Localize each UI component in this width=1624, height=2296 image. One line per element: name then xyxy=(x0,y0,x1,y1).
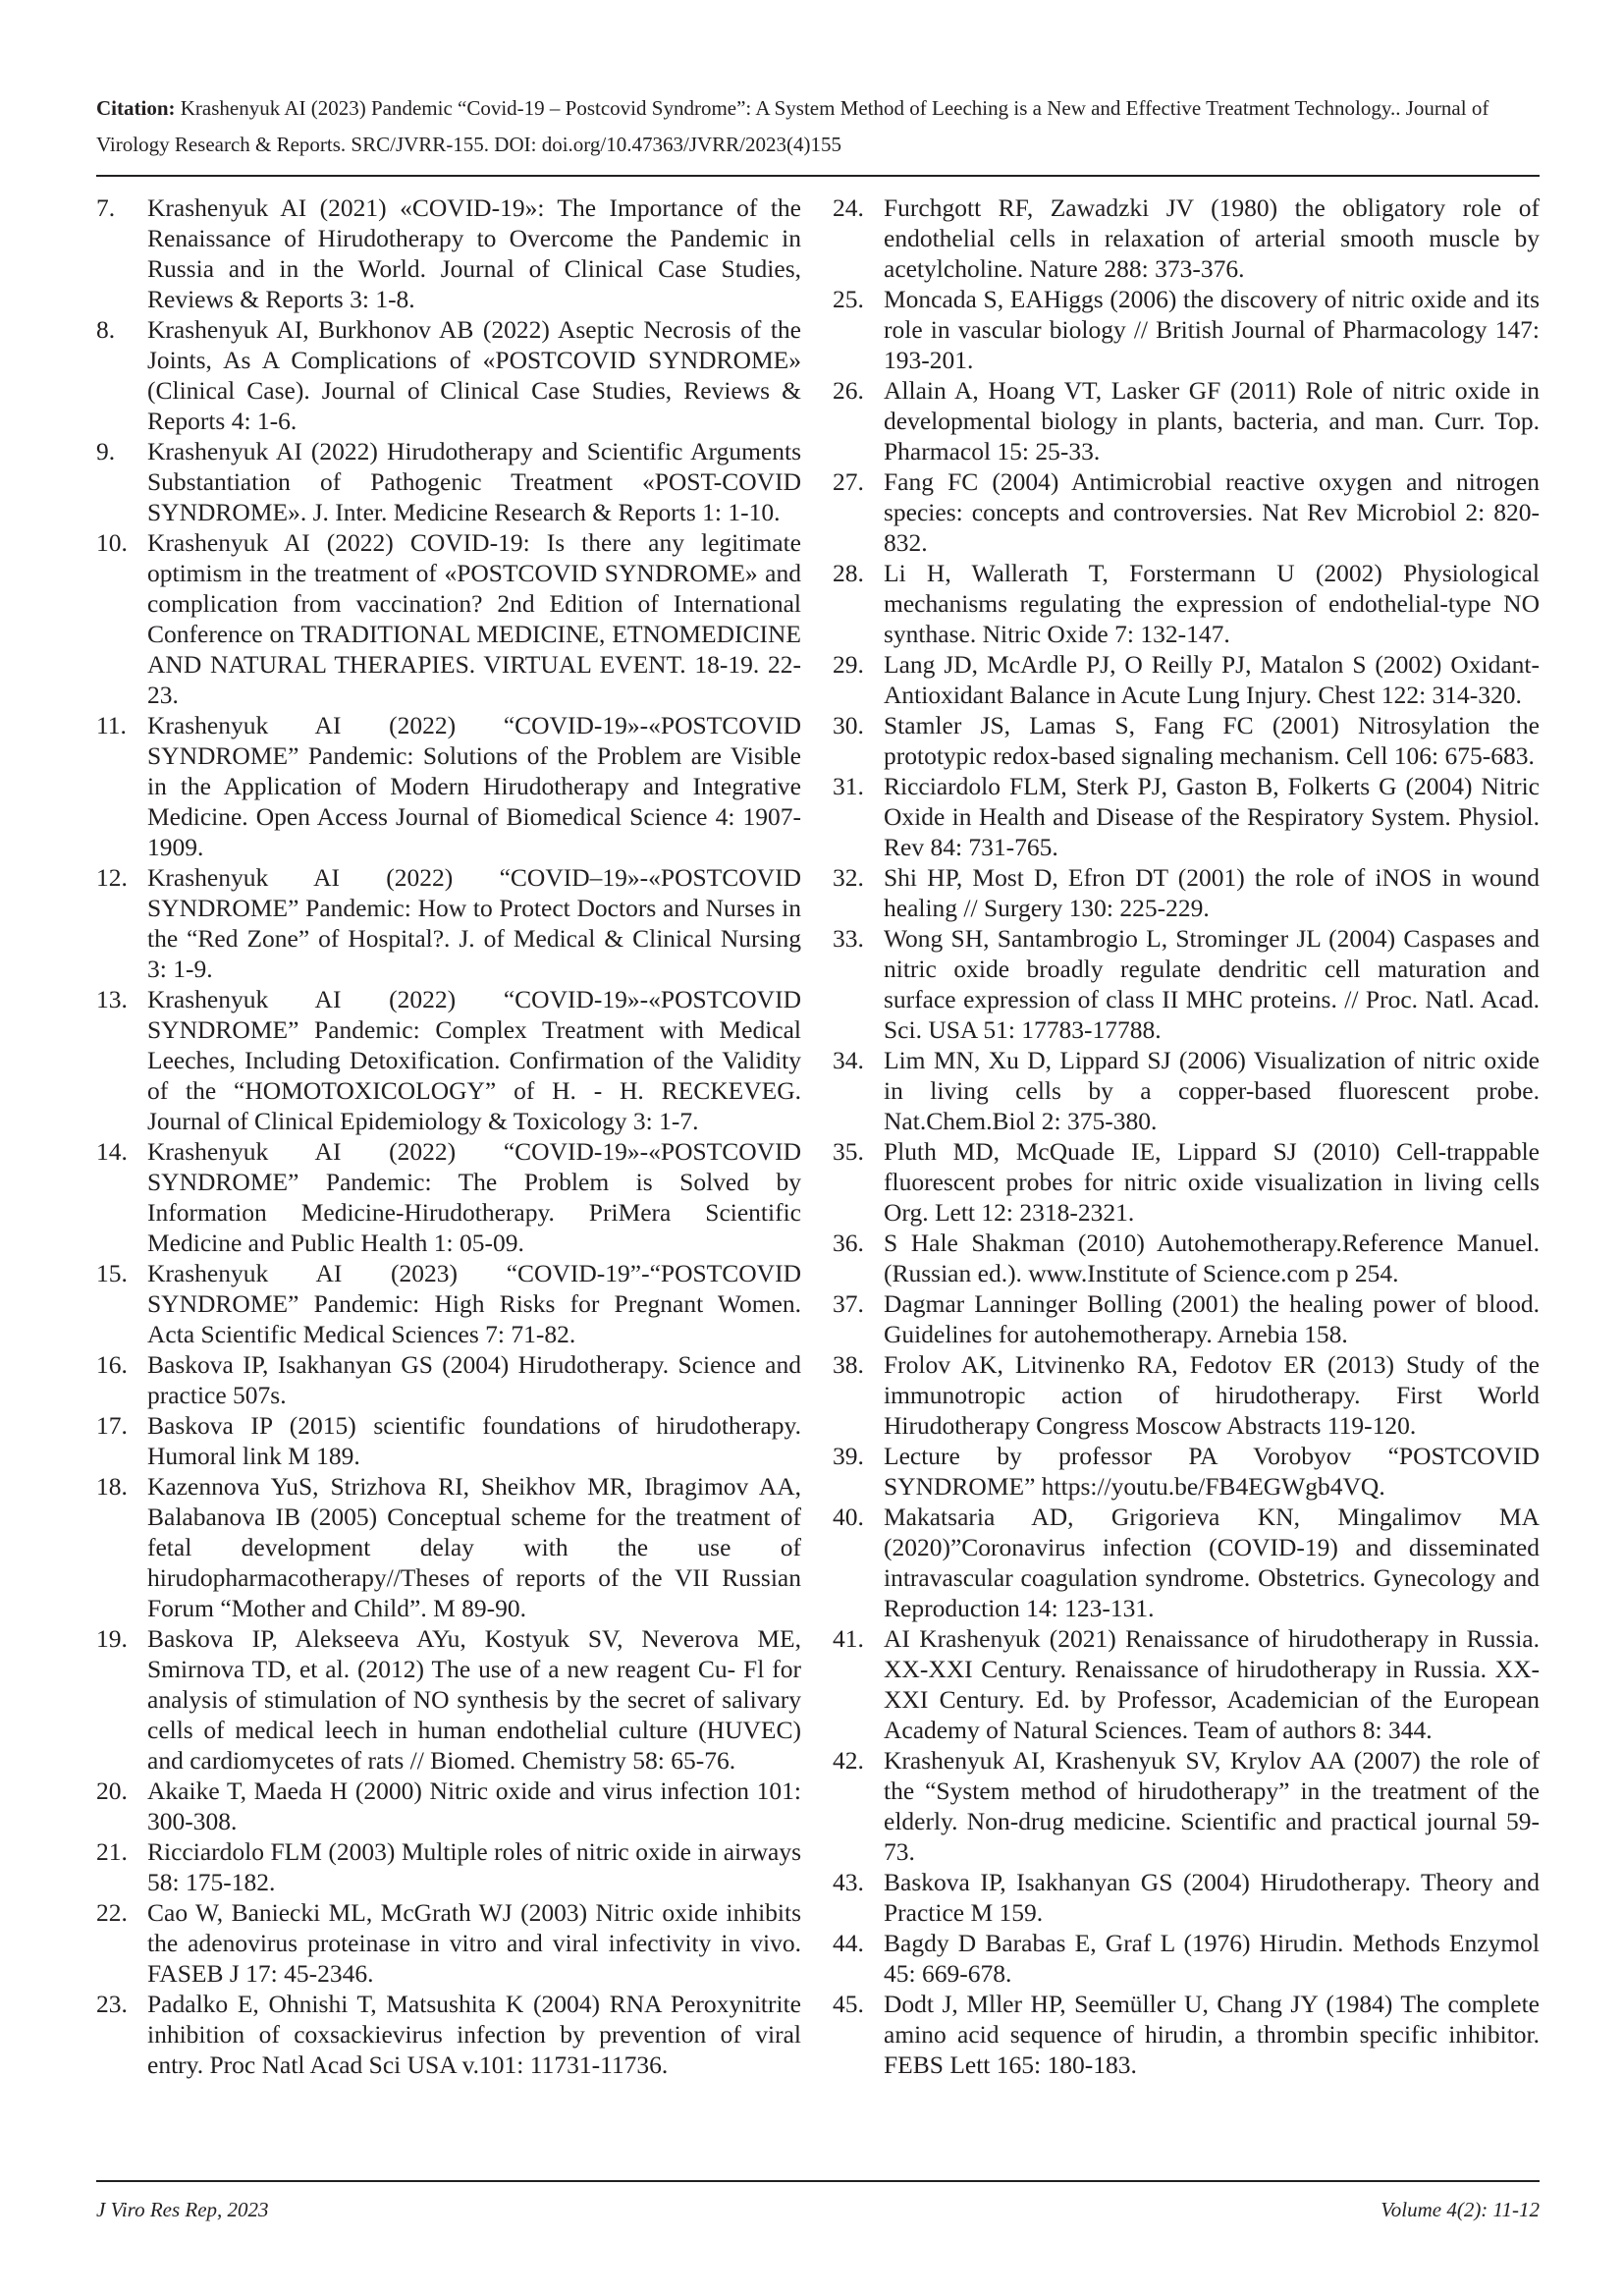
reference-item xyxy=(833,1136,1540,1228)
reference-number: 28. xyxy=(833,559,864,587)
reference-text: Krashenyuk AI (2022) “COVID-19»-«POSTCOVID SYNDROME” Pandemic: Solutions of the Problem are Visible in the Application of Modern Hirudotherapy and Integrative Medicine. Open Access Journal of Biomedical Science 4: 1907-1909. xyxy=(147,711,801,861)
reference-item xyxy=(96,1776,801,1836)
footer-divider xyxy=(96,2180,1540,2182)
reference-number: 7. xyxy=(96,193,116,222)
reference-text: Dodt J, Mller HP, Seemüller U, Chang JY (1984) The complete amino acid sequence of hirudin, a thrombin specific inhibitor. FEBS Lett 165: 180-183. xyxy=(884,1990,1540,2079)
reference-item xyxy=(96,1623,801,1776)
reference-number: 34. xyxy=(833,1046,864,1074)
reference-number: 29. xyxy=(833,650,864,679)
reference-text: Krashenyuk AI (2022) “COVID-19»-«POSTCOVID SYNDROME” Pandemic: Complex Treatment with Medical Leeches, Including Detoxification. Confirmation of the Validity of the “HOMOTOXICOLOGY” of H. - H. RECKEVEG. Journal of Clinical Epidemiology & Toxicology 3: 1-7. xyxy=(147,985,801,1135)
reference-item xyxy=(96,192,801,314)
reference-number: 41. xyxy=(833,1624,864,1653)
reference-item xyxy=(833,375,1540,466)
reference-text: Krashenyuk AI (2022) COVID-19: Is there any legitimate optimism in the treatment of «POSTCOVID SYNDROME» and complication from vaccination? 2nd Edition of International Conference on TRADITIONAL MEDICINE, ETNOMEDICINE AND NATURAL THERAPIES. VIRTUAL EVENT. 18-19. 22-23. xyxy=(147,528,801,709)
reference-number: 35. xyxy=(833,1137,864,1166)
reference-item xyxy=(96,1989,801,2080)
reference-number: 22. xyxy=(96,1898,128,1927)
reference-item xyxy=(833,1989,1540,2080)
reference-text: Cao W, Baniecki ML, McGrath WJ (2003) Nitric oxide inhibits the adenovirus proteinase in vitro and viral infectivity in vivo. FASEB J 17: 45-2346. xyxy=(147,1898,801,1988)
reference-number: 15. xyxy=(96,1259,128,1287)
reference-text: Shi HP, Most D, Efron DT (2001) the role of iNOS in wound healing // Surgery 130: 225-229. xyxy=(884,863,1540,922)
reference-item xyxy=(96,1258,801,1349)
reference-text: Akaike T, Maeda H (2000) Nitric oxide and virus infection 101: 300-308. xyxy=(147,1777,801,1835)
reference-number: 33. xyxy=(833,924,864,953)
reference-item xyxy=(96,862,801,984)
reference-item xyxy=(833,1502,1540,1623)
reference-item xyxy=(833,192,1540,284)
reference-number: 38. xyxy=(833,1350,864,1379)
reference-text: Krashenyuk AI (2022) “COVID-19»-«POSTCOVID SYNDROME” Pandemic: The Problem is Solved by Information Medicine-Hirudotherapy. PriMera Scientific Medicine and Public Health 1: 05-09. xyxy=(147,1137,801,1257)
reference-number: 31. xyxy=(833,772,864,800)
reference-item xyxy=(833,862,1540,923)
reference-text: Fang FC (2004) Antimicrobial reactive oxygen and nitrogen species: concepts and controversies. Nat Rev Microbiol 2: 820-832. xyxy=(884,467,1540,557)
reference-number: 20. xyxy=(96,1777,128,1805)
reference-text: Krashenyuk AI (2022) Hirudotherapy and Scientific Arguments Substantiation of Pathogenic Treatment «POST-COVID SYNDROME». J. Inter. Medicine Research & Reports 1: 1-10. xyxy=(147,437,801,526)
reference-item xyxy=(96,436,801,527)
reference-text: Padalko E, Ohnishi T, Matsushita K (2004) RNA Peroxynitrite inhibition of coxsackievirus infection by prevention of viral entry. Proc Natl Acad Sci USA v.101: 11731-11736. xyxy=(147,1990,801,2079)
reference-number: 16. xyxy=(96,1350,128,1379)
reference-text: Stamler JS, Lamas S, Fang FC (2001) Nitrosylation the prototypic redox-based signaling mechanism. Cell 106: 675-683. xyxy=(884,711,1540,770)
reference-text: Baskova IP, Alekseeva AYu, Kostyuk SV, Neverova ME, Smirnova TD, et al. (2012) The use of a new reagent Cu- Fl for analysis of stimulation of NO synthesis by the secret of salivary cells of medical leech in human endothelial culture (HUVEC) and cardiomycetes of rats // Biomed. Chemistry 58: 65-76. xyxy=(147,1624,801,1775)
reference-text: Lim MN, Xu D, Lippard SJ (2006) Visualization of nitric oxide in living cells by a copper-based fluorescent probe. Nat.Chem.Biol 2: 375-380. xyxy=(884,1046,1540,1135)
reference-text: Li H, Wallerath T, Forstermann U (2002) Physiological mechanisms regulating the expression of endothelial-type NO synthase. Nitric Oxide 7: 132-147. xyxy=(884,559,1540,648)
reference-number: 43. xyxy=(833,1868,864,1896)
reference-item xyxy=(96,984,801,1136)
reference-item xyxy=(96,1410,801,1471)
reference-number: 25. xyxy=(833,285,864,313)
reference-item xyxy=(833,558,1540,649)
reference-text: S Hale Shakman (2010) Autohemotherapy.Reference Manuel. (Russian ed.). www.Institute of Science.com p 254. xyxy=(884,1229,1540,1287)
reference-number: 32. xyxy=(833,863,864,892)
reference-text: Krashenyuk AI, Krashenyuk SV, Krylov AA (2007) the role of the “System method of hirudotherapy” in the treatment of the elderly. Non-drug medicine. Scientific and practical journal 59-73. xyxy=(884,1746,1540,1866)
reference-item xyxy=(833,923,1540,1045)
reference-number: 19. xyxy=(96,1624,128,1653)
reference-text: Lecture by professor PA Vorobyov “POSTCOVID SYNDROME” https://youtu.be/FB4EGWgb4VQ. xyxy=(884,1442,1540,1501)
reference-number: 39. xyxy=(833,1442,864,1470)
reference-number: 21. xyxy=(96,1837,128,1866)
reference-item xyxy=(833,284,1540,375)
reference-text: Moncada S, EAHiggs (2006) the discovery of nitric oxide and its role in vascular biology // British Journal of Pharmacology 147: 193-201. xyxy=(884,285,1540,374)
reference-text: Baskova IP, Isakhanyan GS (2004) Hirudotherapy. Science and practice 507s. xyxy=(147,1350,801,1409)
reference-number: 42. xyxy=(833,1746,864,1775)
reference-number: 17. xyxy=(96,1411,128,1440)
reference-item xyxy=(833,771,1540,862)
reference-item xyxy=(833,1867,1540,1928)
reference-item xyxy=(96,1897,801,1989)
reference-number: 26. xyxy=(833,376,864,405)
reference-text: Bagdy D Barabas E, Graf L (1976) Hirudin. Methods Enzymol 45: 669-678. xyxy=(884,1929,1540,1988)
reference-text: Krashenyuk AI (2023) “COVID-19”-“POSTCOVID SYNDROME” Pandemic: High Risks for Pregnant Women. Acta Scientific Medical Sciences 7: 71-82. xyxy=(147,1259,801,1348)
reference-text: Krashenyuk AI, Burkhonov AB (2022) Aseptic Necrosis of the Joints, As A Complications of «POSTCOVID SYNDROME» (Clinical Case). Journal of Clinical Case Studies, Reviews & Reports 4: 1-6. xyxy=(147,315,801,435)
reference-number: 9. xyxy=(96,437,116,465)
reference-number: 14. xyxy=(96,1137,128,1166)
reference-item xyxy=(96,1349,801,1410)
reference-item xyxy=(96,1136,801,1258)
reference-text: Allain A, Hoang VT, Lasker GF (2011) Role of nitric oxide in developmental biology in plants, bacteria, and man. Curr. Top. Pharmacol 15: 25-33. xyxy=(884,376,1540,465)
reference-item xyxy=(96,314,801,436)
reference-item xyxy=(833,1228,1540,1288)
reference-text: Krashenyuk AI (2022) “COVID–19»-«POSTCOVID SYNDROME” Pandemic: How to Protect Doctors and Nurses in the “Red Zone” of Hospital?. J. of Medical & Clinical Nursing 3: 1-9. xyxy=(147,863,801,983)
citation-block xyxy=(96,90,1549,163)
reference-number: 40. xyxy=(833,1503,864,1531)
reference-number: 27. xyxy=(833,467,864,496)
references-right-column xyxy=(833,192,1540,2080)
reference-item xyxy=(96,1836,801,1897)
reference-number: 13. xyxy=(96,985,128,1013)
reference-text: Wong SH, Santambrogio L, Strominger JL (2004) Caspases and nitric oxide broadly regulate dendritic cell maturation and surface expression of class II MHC proteins. // Proc. Natl. Acad. Sci. USA 51: 17783-17788. xyxy=(884,924,1540,1044)
footer-journal: J Viro Res Rep, 2023 xyxy=(96,2198,269,2221)
reference-item xyxy=(833,1288,1540,1349)
reference-text: Pluth MD, McQuade IE, Lippard SJ (2010) Cell-trappable fluorescent probes for nitric oxide visualization in living cells Org. Lett 12: 2318-2321. xyxy=(884,1137,1540,1227)
reference-text: Krashenyuk AI (2021) «COVID-19»: The Importance of the Renaissance of Hirudotherapy to Overcome the Pandemic in Russia and in the World. Journal of Clinical Case Studies, Reviews & Reports 3: 1-8. xyxy=(147,193,801,313)
reference-item xyxy=(833,710,1540,771)
reference-text: Baskova IP, Isakhanyan GS (2004) Hirudotherapy. Theory and Practice M 159. xyxy=(884,1868,1540,1927)
reference-text: Kazennova YuS, Strizhova RI, Sheikhov MR, Ibragimov AA, Balabanova IB (2005) Conceptual scheme for the treatment of fetal development delay with the use of hirudopharmacotherapy//Theses of reports of the VII Russian Forum “Mother and Child”. M 89-90. xyxy=(147,1472,801,1622)
reference-item xyxy=(833,1928,1540,1989)
reference-number: 45. xyxy=(833,1990,864,2018)
reference-item xyxy=(833,1441,1540,1502)
reference-text: Frolov AK, Litvinenko RA, Fedotov ER (2013) Study of the immunotropic action of hirudotherapy. First World Hirudotherapy Congress Moscow Abstracts 119-120. xyxy=(884,1350,1540,1440)
reference-number: 8. xyxy=(96,315,116,344)
footer-volume: Volume 4(2): 11-12 xyxy=(1380,2198,1540,2221)
reference-number: 23. xyxy=(96,1990,128,2018)
reference-text: Makatsaria AD, Grigorieva KN, Mingalimov MA (2020)”Coronavirus infection (COVID-19) and disseminated intravascular coagulation syndrome. Obstetrics. Gynecology and Reproduction 14: 123-131. xyxy=(884,1503,1540,1622)
reference-number: 18. xyxy=(96,1472,128,1501)
reference-item xyxy=(96,1471,801,1623)
reference-text: Baskova IP (2015) scientific foundations of hirudotherapy. Humoral link M 189. xyxy=(147,1411,801,1470)
reference-number: 37. xyxy=(833,1289,864,1318)
citation-label: Citation: xyxy=(96,96,176,120)
reference-number: 30. xyxy=(833,711,864,739)
reference-number: 10. xyxy=(96,528,128,557)
reference-text: Dagmar Lanninger Bolling (2001) the healing power of blood. Guidelines for autohemotherapy. Arnebia 158. xyxy=(884,1289,1540,1348)
reference-item xyxy=(96,710,801,862)
reference-number: 24. xyxy=(833,193,864,222)
header-divider xyxy=(96,175,1540,177)
reference-item xyxy=(833,1623,1540,1745)
reference-item xyxy=(833,1045,1540,1136)
reference-item xyxy=(833,466,1540,558)
reference-text: AI Krashenyuk (2021) Renaissance of hirudotherapy in Russia. XX-XXI Century. Renaissance of hirudotherapy in Russia. XX-XXI Century. Ed. by Professor, Academician of the European Academy of Natural Sciences. Team of authors 8: 344. xyxy=(884,1624,1540,1744)
reference-number: 11. xyxy=(96,711,127,739)
reference-number: 44. xyxy=(833,1929,864,1957)
references-left-column xyxy=(96,192,801,2080)
reference-item xyxy=(833,1349,1540,1441)
reference-text: Ricciardolo FLM (2003) Multiple roles of nitric oxide in airways 58: 175-182. xyxy=(147,1837,801,1896)
reference-number: 36. xyxy=(833,1229,864,1257)
reference-item xyxy=(833,649,1540,710)
reference-text: Ricciardolo FLM, Sterk PJ, Gaston B, Folkerts G (2004) Nitric Oxide in Health and Disease of the Respiratory System. Physiol. Rev 84: 731-765. xyxy=(884,772,1540,861)
reference-item xyxy=(833,1745,1540,1867)
reference-text: Furchgott RF, Zawadzki JV (1980) the obligatory role of endothelial cells in relaxation of arterial smooth muscle by acetylcholine. Nature 288: 373-376. xyxy=(884,193,1540,283)
reference-item xyxy=(96,527,801,710)
reference-number: 12. xyxy=(96,863,128,892)
citation-text: Krashenyuk AI (2023) Pandemic “Covid-19 – Postcovid Syndrome”: A System Method of Leeching is a New and Effective Treatment Technology.. Journal of Virology Research & Reports. SRC/JVRR-155. DOI: doi.org/10.47363/JVRR/2023(4)155 xyxy=(96,96,1489,156)
reference-text: Lang JD, McArdle PJ, O Reilly PJ, Matalon S (2002) Oxidant-Antioxidant Balance in Acute Lung Injury. Chest 122: 314-320. xyxy=(884,650,1540,709)
